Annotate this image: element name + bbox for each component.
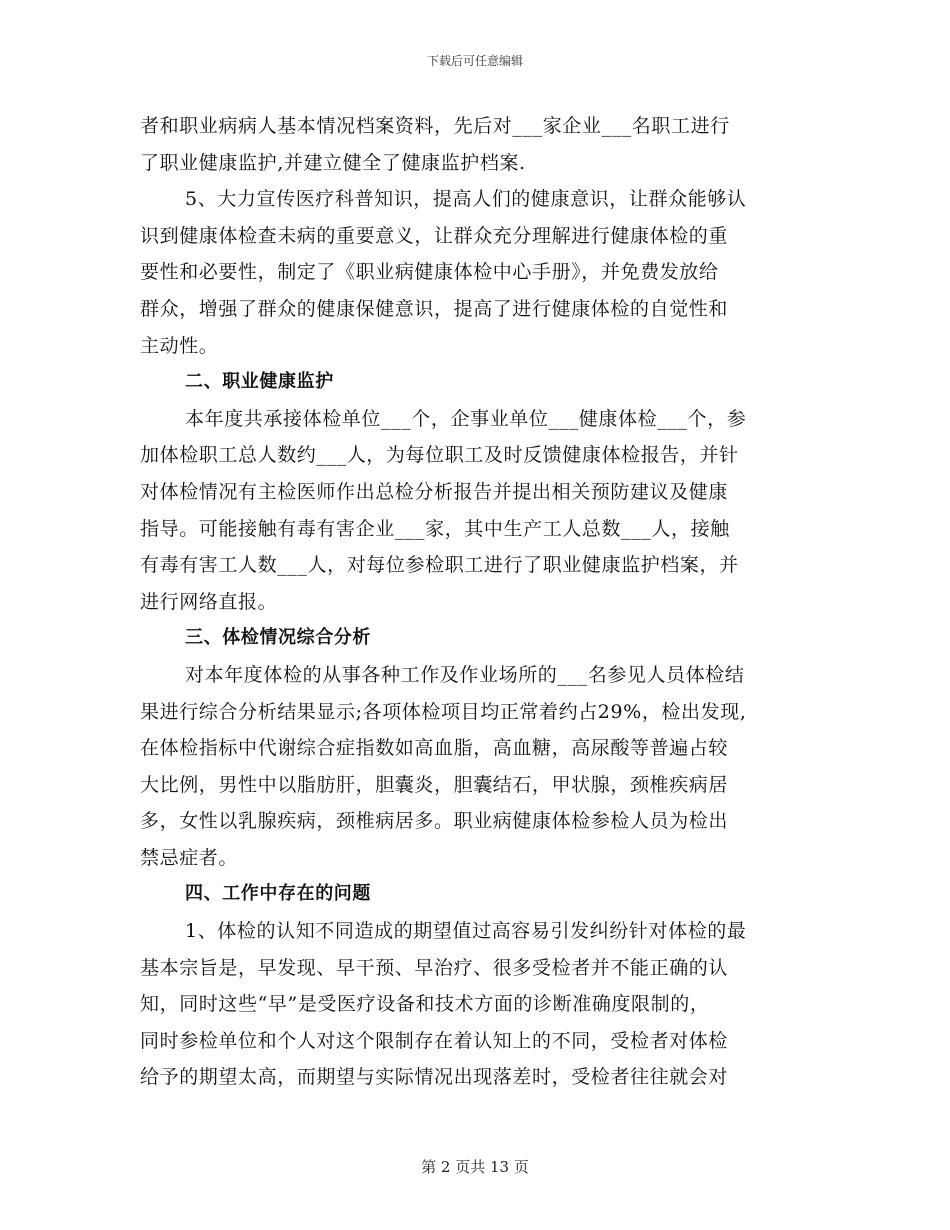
- section-heading: 二、职业健康监护: [185, 371, 334, 393]
- body-text-line: 同时参检单位和个人对这个限制存在着认知上的不同，受检者对体检: [140, 1029, 729, 1052]
- body-text-line: 对体检情况有主检医师作出总检分析报告并提出相关预防建议及健康: [140, 480, 729, 503]
- body-text-line: 进行网络直报。: [140, 590, 278, 613]
- body-text-line: 知，同时这些“早”是受医疗设备和技术方面的诊断准确度限制的，: [140, 993, 710, 1016]
- body-text-line: 加体检职工总人数约___人，为每位职工及时反馈健康体检报告，并针: [140, 444, 739, 467]
- body-text-line: 群众，增强了群众的健康保健意识，提高了进行健康体检的自觉性和: [140, 297, 729, 320]
- page-number-footer: 第 2 页共 13 页: [421, 1158, 529, 1176]
- body-text-line: 指导。可能接触有毒有害企业___家，其中生产工人总数___人，接触: [140, 517, 730, 540]
- body-text-line: 本年度共承接体检单位___个，企事业单位___健康体检___个，参: [185, 407, 747, 430]
- section-heading: 三、体检情况综合分析: [185, 627, 371, 649]
- body-text-line: 了职业健康监护,并建立健全了健康监护档案.: [140, 151, 526, 174]
- document-body: [140, 108, 820, 1096]
- body-text-line: 要性和必要性，制定了《职业病健康体检中心手册》，并免费发放给: [140, 261, 719, 284]
- body-text-line: 对本年度体检的从事各种工作及作业场所的___名参见人员体检结: [185, 663, 745, 686]
- body-text-line: 主动性。: [140, 334, 219, 357]
- page-header-note: 下载后可任意编辑: [426, 54, 523, 68]
- body-text-line: 给予的期望太高，而期望与实际情况出现落差时，受检者往往就会对: [140, 1066, 729, 1089]
- body-text-line: 者和职业病病人基本情况档案资料，先后对___家企业___名职工进行: [140, 115, 730, 137]
- body-text-line: 果进行综合分析结果显示;各项体检项目均正常着约占29%，检出发现,: [140, 700, 747, 723]
- body-text-line: 1、体检的认知不同造成的期望值过高容易引发纠纷针对体检的最: [185, 920, 747, 943]
- body-text-line: 大比例，男性中以脂肪肝，胆囊炎，胆囊结石，甲状腺，颈椎疾病居: [140, 773, 729, 796]
- section-heading: 四、工作中存在的问题: [185, 883, 371, 905]
- body-text-line: 识到健康体检查未病的重要意义，让群众充分理解进行健康体检的重: [140, 224, 729, 247]
- body-text-line: 5、大力宣传医疗科普知识，提高人们的健康意识，让群众能够认: [185, 188, 747, 211]
- body-text-line: 基本宗旨是，早发现、早干预、早治疗、很多受检者并不能正确的认: [140, 956, 729, 979]
- body-text-line: 在体检指标中代谢综合症指数如高血脂，高血糖，高尿酸等普遍占较: [140, 737, 729, 760]
- body-text-line: 多，女性以乳腺疾病，颈椎病居多。职业病健康体检参检人员为检出: [140, 810, 729, 833]
- body-text-line: 禁忌症者。: [140, 846, 239, 869]
- body-text-line: 有毒有害工人数___人，对每位参检职工进行了职业健康监护档案，并: [140, 554, 739, 577]
